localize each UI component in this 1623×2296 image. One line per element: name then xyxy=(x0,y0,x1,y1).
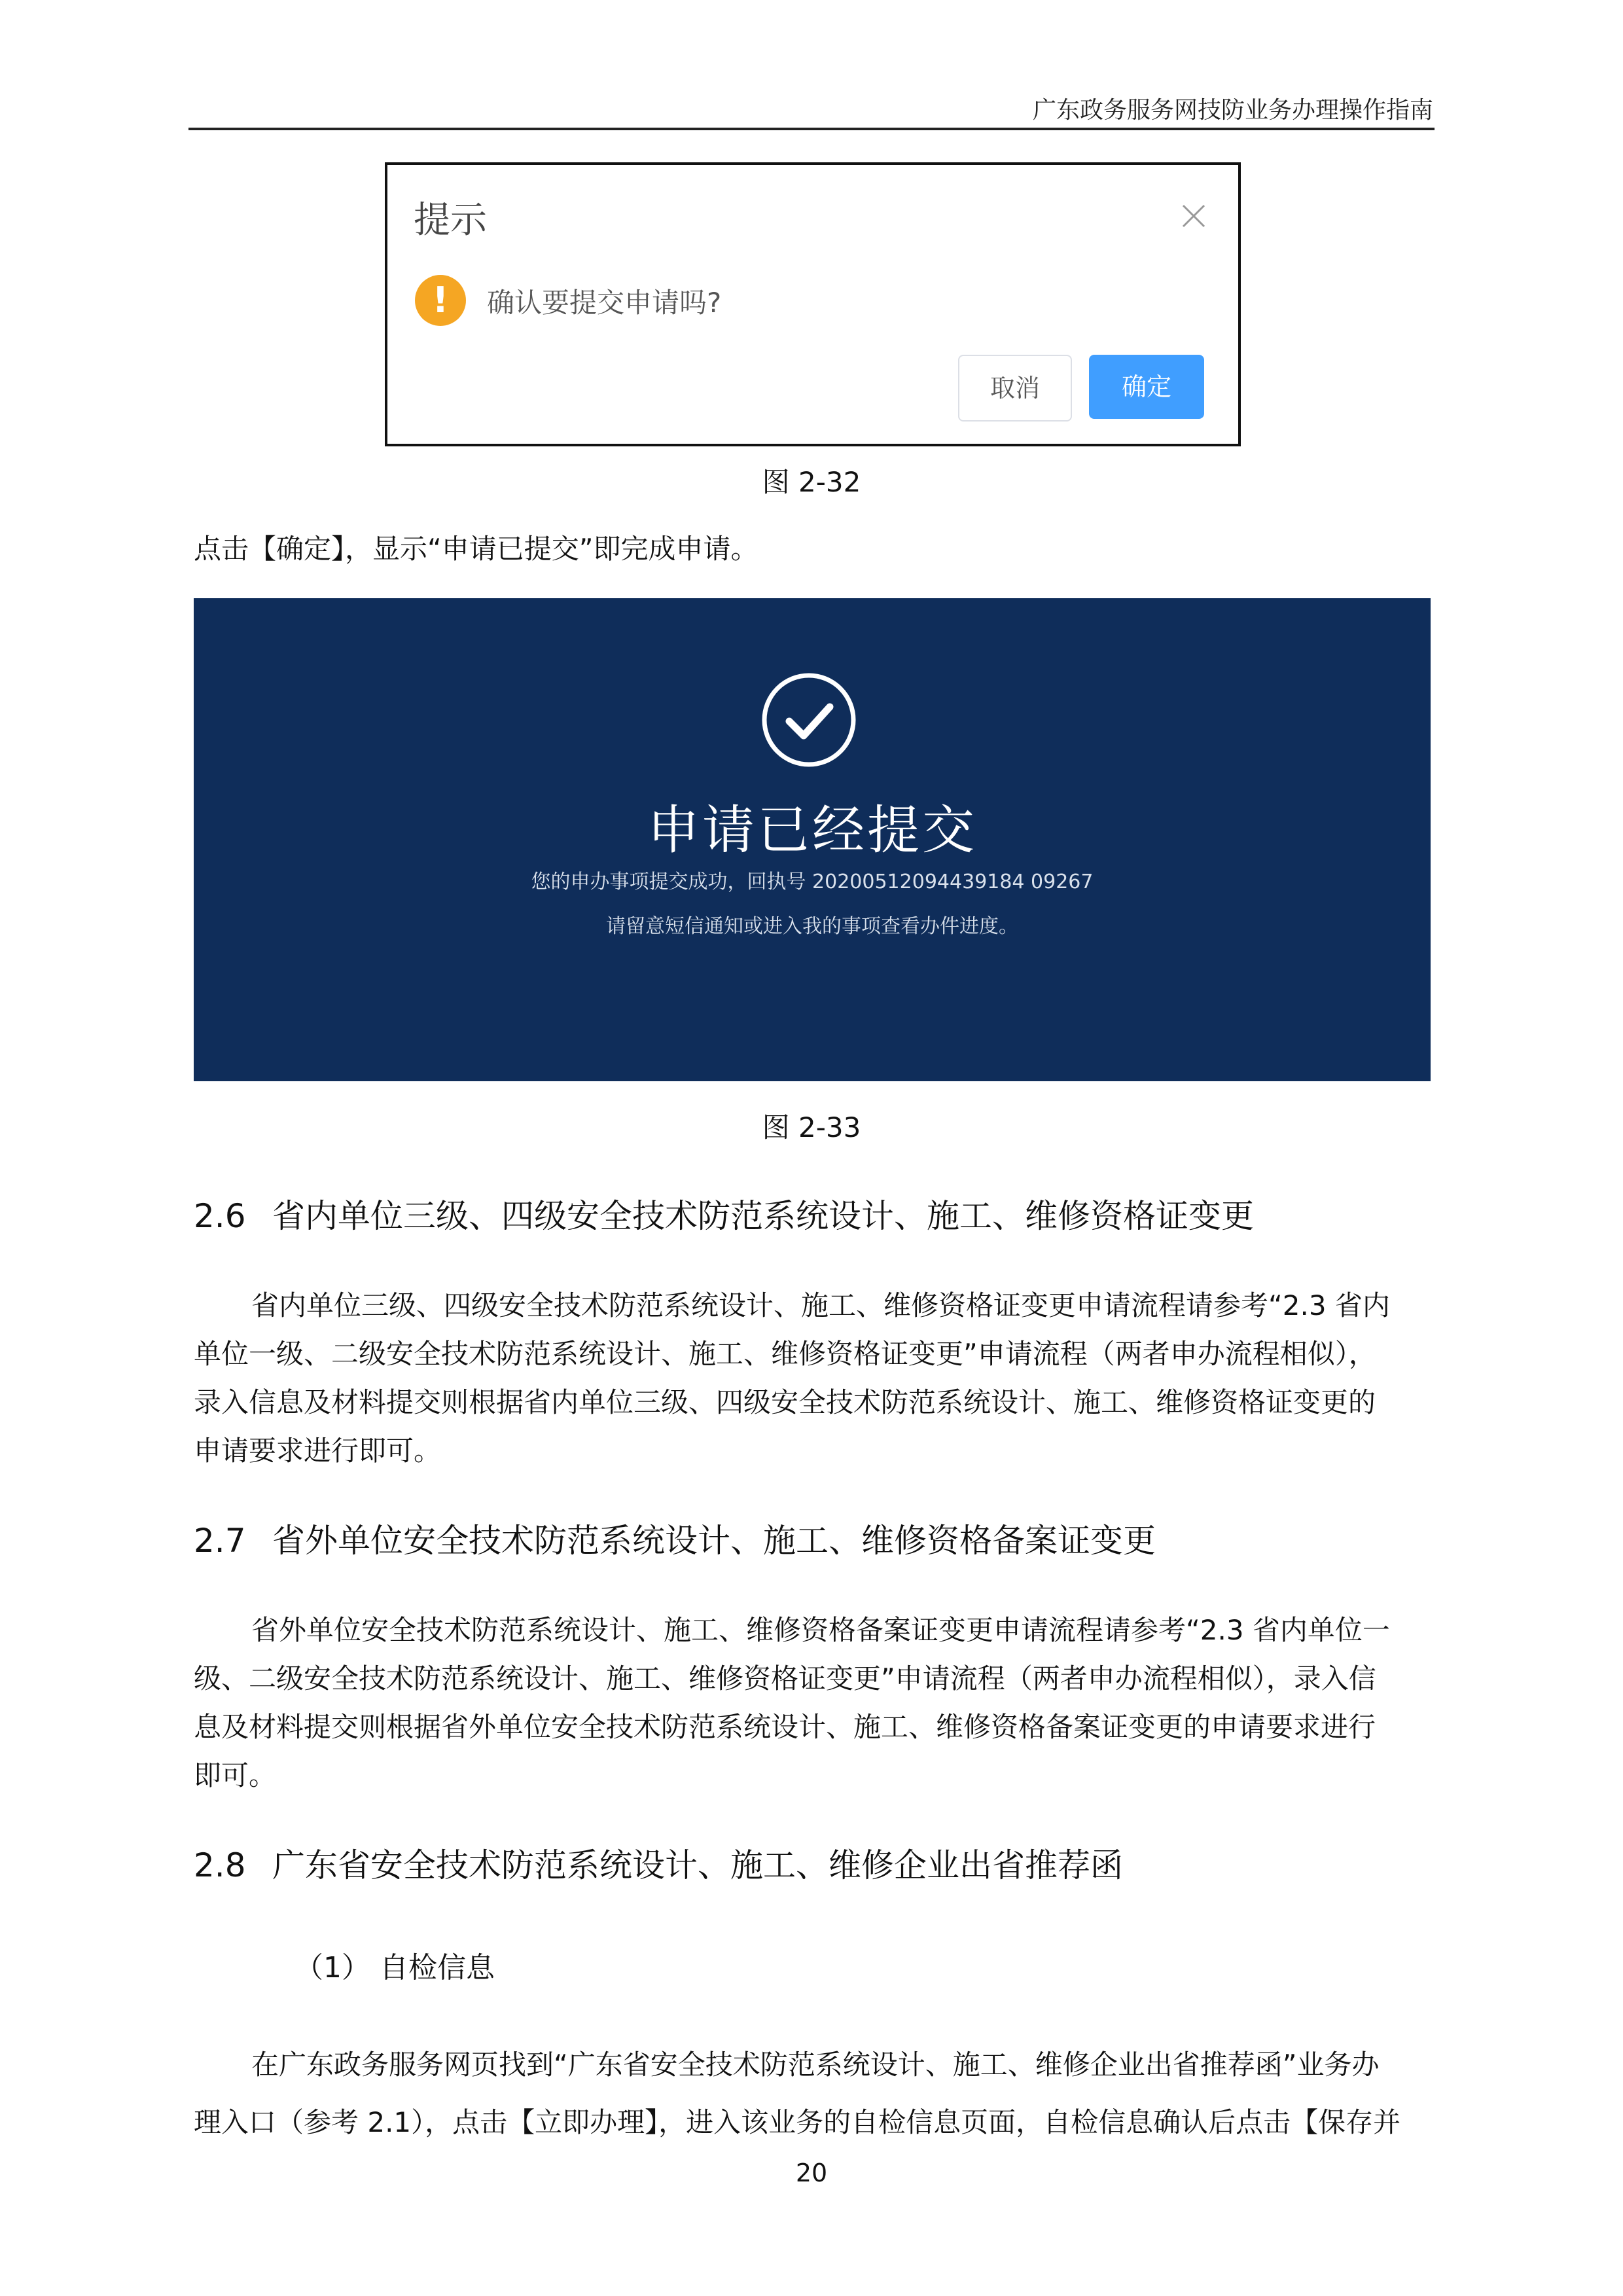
section-number: 2.8 xyxy=(194,1846,246,1884)
close-icon[interactable] xyxy=(1181,203,1207,229)
section-title: 广东省安全技术防范系统设计、施工、维修企业出省推荐函 xyxy=(272,1846,1123,1884)
paragraph-line: 在广东政务服务网页找到“广东省安全技术防范系统设计、施工、维修企业出省推荐函”业务办 xyxy=(251,2049,1380,2081)
exclamation-icon: ! xyxy=(415,275,466,326)
paragraph-line: 录入信息及材料提交则根据省内单位三级、四级安全技术防范系统设计、施工、维修资格证变更的 xyxy=(194,1386,1376,1418)
success-heading: 申请已经提交 xyxy=(647,800,977,861)
section-number: 2.6 xyxy=(194,1197,246,1235)
section-heading xyxy=(194,1515,1156,1562)
section-title: 省内单位三级、四级安全技术防范系统设计、施工、维修资格证变更 xyxy=(272,1197,1254,1235)
success-receipt-text: 您的申办事项提交成功，回执号 20200512094439184 09267 xyxy=(531,870,1094,893)
section-heading xyxy=(194,1839,1123,1886)
paragraph-line: 单位一级、二级安全技术防范系统设计、施工、维修资格证变更”申请流程（两者申办流程相似）， xyxy=(194,1338,1376,1370)
paragraph-line: 理入口（参考 2.1），点击【立即办理】，进入该业务的自检信息页面，自检信息确认后点击【保存并 xyxy=(194,2106,1401,2138)
dialog-title: 提示 xyxy=(414,199,487,242)
submission-success-banner xyxy=(194,598,1431,1081)
header-divider xyxy=(188,128,1435,130)
paragraph-line: 省外单位安全技术防范系统设计、施工、维修资格备案证变更申请流程请参考“2.3 省内单位一 xyxy=(251,1614,1390,1646)
page-number: 20 xyxy=(795,2159,828,2187)
paragraph-line: 即可。 xyxy=(194,1759,277,1791)
cancel-button[interactable]: 取消 xyxy=(958,355,1072,422)
dialog-message: 确认要提交申请吗? xyxy=(487,287,722,319)
document-header-title: 广东政务服务网技防业务办理操作指南 xyxy=(1032,97,1433,124)
figure-caption: 图 2-33 xyxy=(762,1111,861,1143)
paragraph-line: 申请要求进行即可。 xyxy=(194,1435,442,1467)
intro-paragraph: 点击【确定】，显示“申请已提交”即完成申请。 xyxy=(194,533,758,565)
subsection-heading: （1） 自检信息 xyxy=(294,1951,495,1984)
confirm-dialog xyxy=(385,162,1241,446)
section-number: 2.7 xyxy=(194,1522,246,1560)
section-title: 省外单位安全技术防范系统设计、施工、维修资格备案证变更 xyxy=(272,1522,1156,1560)
paragraph-line: 级、二级安全技术防范系统设计、施工、维修资格证变更”申请流程（两者申办流程相似），录入信 xyxy=(194,1662,1376,1695)
success-hint-text: 请留意短信通知或进入我的事项查看办件进度。 xyxy=(606,915,1018,938)
check-circle-icon xyxy=(760,672,857,768)
confirm-button[interactable]: 确定 xyxy=(1089,355,1204,419)
section-heading xyxy=(194,1190,1254,1237)
paragraph-line: 省内单位三级、四级安全技术防范系统设计、施工、维修资格证变更申请流程请参考“2.3 省内 xyxy=(251,1289,1390,1321)
figure-caption: 图 2-32 xyxy=(762,466,861,498)
paragraph-line: 息及材料提交则根据省外单位安全技术防范系统设计、施工、维修资格备案证变更的申请要求进行 xyxy=(194,1711,1376,1743)
